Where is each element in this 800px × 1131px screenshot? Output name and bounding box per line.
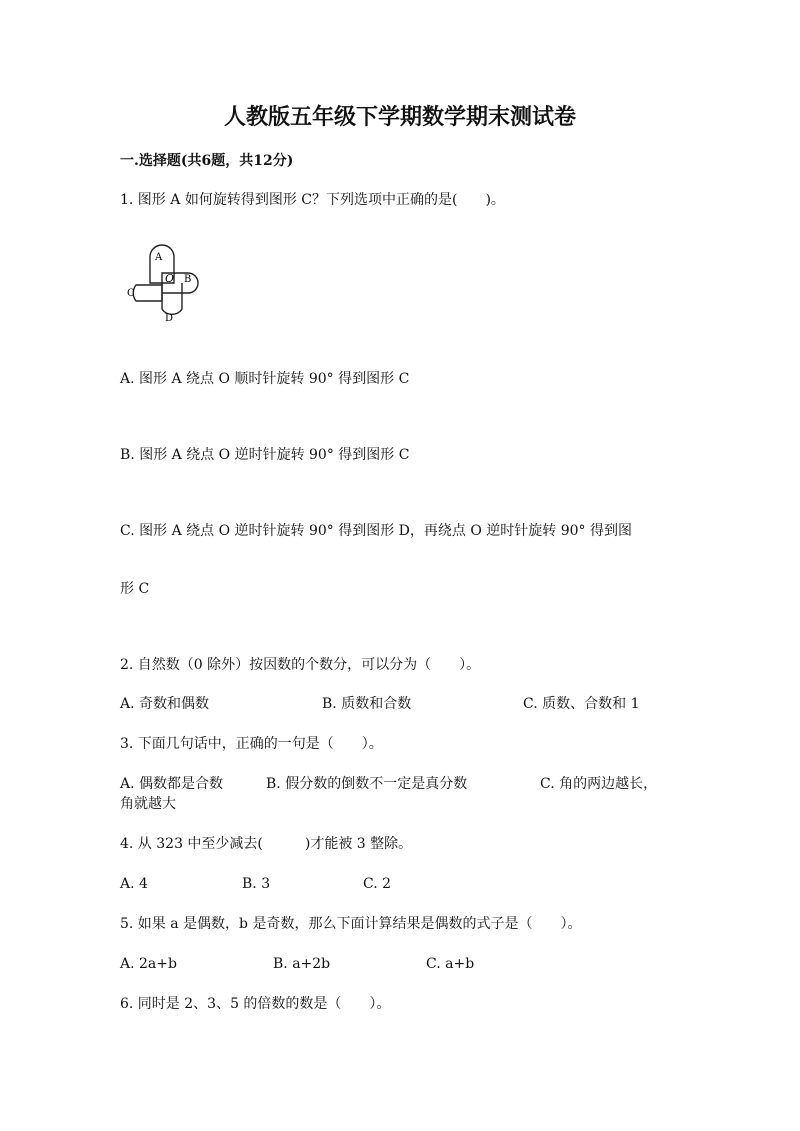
- question-2-option-a: A. 奇数和偶数: [120, 696, 210, 712]
- question-1-option-a: A. 图形 A 绕点 O 顺时针旋转 90° 得到图形 C: [120, 371, 410, 387]
- question-4-option-a: A. 4: [120, 876, 148, 892]
- section-heading: 一.选择题(共6题，共12分): [120, 153, 294, 169]
- rotation-figure: [118, 243, 210, 327]
- figure-label-a: A: [155, 252, 163, 263]
- figure-label-o: O: [165, 272, 175, 285]
- question-2-option-b: B. 质数和合数: [322, 696, 412, 712]
- page-title: 人教版五年级下学期数学期末测试卷: [223, 104, 576, 130]
- question-5-option-a: A. 2a+b: [120, 956, 177, 972]
- question-2-option-c: C. 质数、合数和 1: [523, 696, 640, 712]
- question-1-option-b: B. 图形 A 绕点 O 逆时针旋转 90° 得到图形 C: [120, 447, 410, 463]
- question-5-option-b: B. a+2b: [273, 956, 331, 972]
- question-1-stem: 1. 图形 A 如何旋转得到图形 C？下列选项中正确的是( )。: [120, 192, 505, 208]
- question-5-option-c: C. a+b: [426, 956, 475, 972]
- question-3-stem: 3. 下面几句话中，正确的一句是（ ）。: [120, 736, 383, 752]
- question-1-option-c: C. 图形 A 绕点 O 逆时针旋转 90° 得到图形 D，再绕点 O 逆时针旋转 90° 得到图: [120, 523, 632, 539]
- question-3-option-c: C. 角的两边越长，: [540, 776, 658, 792]
- question-3-option-b: B. 假分数的倒数不一定是真分数: [266, 776, 468, 792]
- question-3-option-a: A. 偶数都是合数: [120, 776, 224, 792]
- figure-label-d: D: [165, 313, 174, 324]
- question-4-option-c: C. 2: [363, 876, 392, 892]
- question-4-stem: 4. 从 323 中至少减去( )才能被 3 整除。: [120, 836, 413, 852]
- question-1-option-c-continued: 形 C: [120, 581, 150, 597]
- question-2-stem: 2. 自然数（0 除外）按因数的个数分，可以分为（ ）。: [120, 657, 481, 673]
- question-3-option-c-continued: 角就越大: [120, 796, 176, 812]
- question-5-stem: 5. 如果 a 是偶数，b 是奇数，那么下面计算结果是偶数的式子是（ ）。: [120, 916, 582, 932]
- question-6-stem: 6. 同时是 2、3、5 的倍数的数是（ ）。: [120, 996, 391, 1012]
- question-4-option-b: B. 3: [242, 876, 271, 892]
- figure-label-c: C: [127, 288, 135, 299]
- figure-label-b: B: [184, 274, 192, 285]
